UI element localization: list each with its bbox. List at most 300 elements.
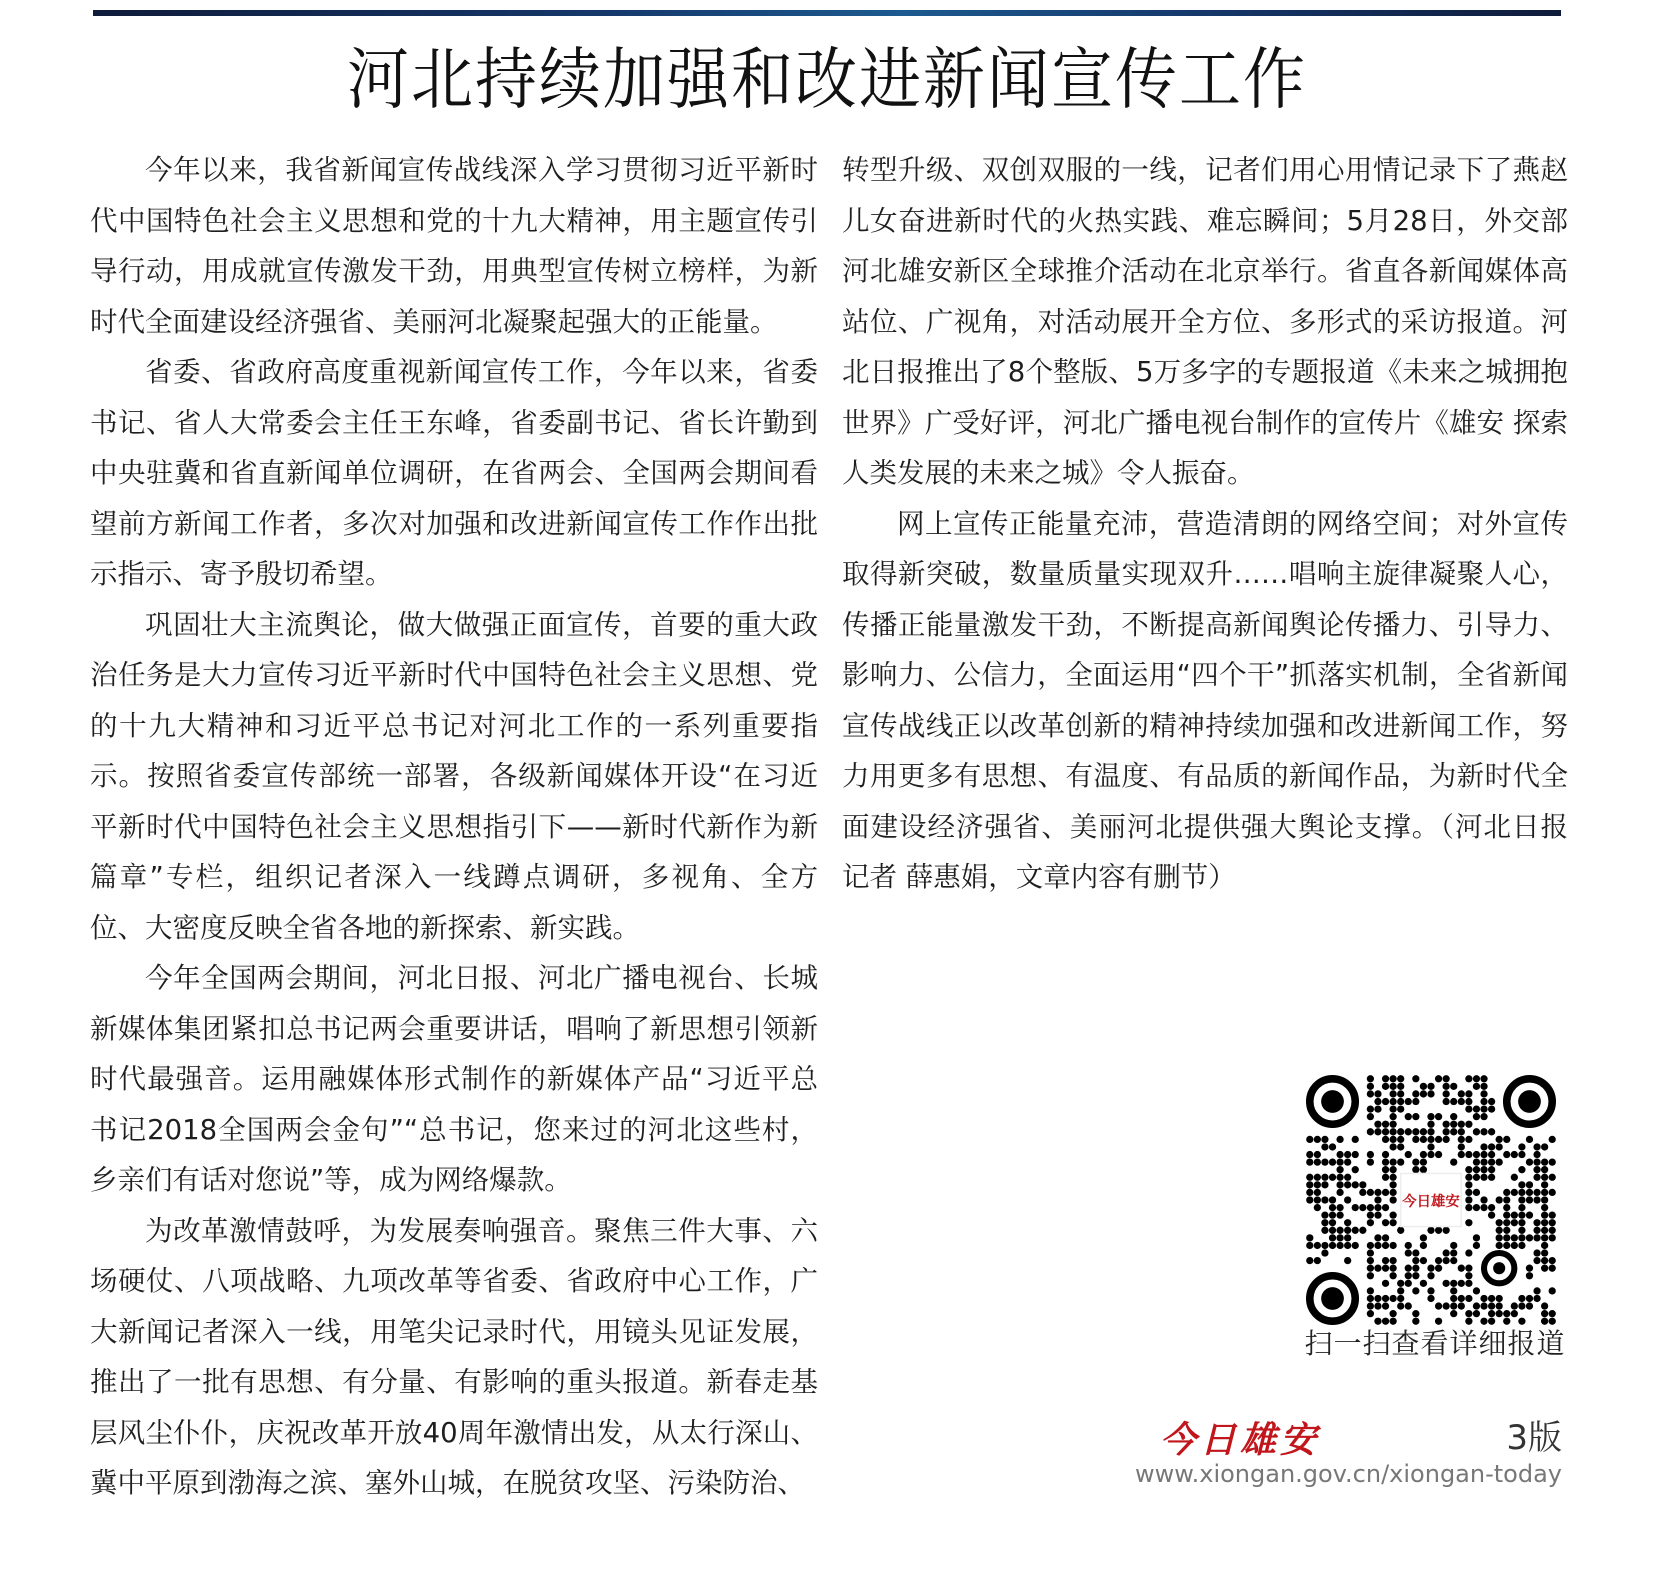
qr-module (1367, 1113, 1374, 1120)
qr-module (1473, 1128, 1480, 1135)
qr-module (1450, 1295, 1457, 1302)
qr-module (1374, 1189, 1381, 1196)
qr-module (1352, 1242, 1359, 1249)
qr-module (1367, 1310, 1374, 1317)
qr-module (1367, 1219, 1374, 1226)
qr-module (1329, 1143, 1336, 1150)
qr-module (1480, 1196, 1487, 1203)
qr-module (1321, 1174, 1328, 1181)
qr-module (1533, 1219, 1540, 1226)
qr-module (1382, 1280, 1389, 1287)
qr-module (1412, 1098, 1419, 1105)
qr-module (1336, 1204, 1343, 1211)
qr-module (1488, 1151, 1495, 1158)
qr-module (1389, 1174, 1396, 1181)
qr-module (1405, 1242, 1412, 1249)
qr-module (1503, 1242, 1510, 1249)
qr-module (1511, 1174, 1518, 1181)
qr-module (1488, 1128, 1495, 1135)
qr-module (1374, 1242, 1381, 1249)
qr-module (1511, 1151, 1518, 1158)
qr-module (1397, 1083, 1404, 1090)
qr-module (1405, 1265, 1412, 1272)
qr-module (1503, 1151, 1510, 1158)
qr-module (1412, 1257, 1419, 1264)
qr-module (1405, 1249, 1412, 1256)
qr-module (1465, 1136, 1472, 1143)
qr-module (1314, 1189, 1321, 1196)
qr-module (1541, 1166, 1548, 1173)
qr-module (1321, 1249, 1328, 1256)
qr-module (1503, 1227, 1510, 1234)
qr-module (1420, 1090, 1427, 1097)
qr-module (1488, 1204, 1495, 1211)
qr-module (1518, 1151, 1525, 1158)
article-column-left (90, 145, 818, 1509)
qr-module (1321, 1136, 1328, 1143)
qr-module (1420, 1234, 1427, 1241)
qr-module (1518, 1242, 1525, 1249)
qr-module (1450, 1083, 1457, 1090)
qr-module (1397, 1143, 1404, 1150)
qr-module (1443, 1098, 1450, 1105)
qr-module (1473, 1166, 1480, 1173)
qr-module (1465, 1219, 1472, 1226)
qr-module (1458, 1136, 1465, 1143)
qr-module (1443, 1280, 1450, 1287)
qr-module (1329, 1242, 1336, 1249)
qr-module (1488, 1302, 1495, 1309)
qr-module (1389, 1121, 1396, 1128)
qr-module (1344, 1174, 1351, 1181)
qr-module (1374, 1234, 1381, 1241)
qr-module (1518, 1143, 1525, 1150)
qr-module (1382, 1189, 1389, 1196)
qr-module (1496, 1310, 1503, 1317)
qr-module (1389, 1090, 1396, 1097)
qr-module (1329, 1219, 1336, 1226)
qr-module (1359, 1204, 1366, 1211)
qr-module (1450, 1310, 1457, 1317)
qr-module (1374, 1105, 1381, 1112)
qr-module (1435, 1075, 1442, 1082)
qr-module (1367, 1249, 1374, 1256)
qr-module (1443, 1249, 1450, 1256)
qr-module (1435, 1265, 1442, 1272)
qr-module (1389, 1212, 1396, 1219)
qr-module (1496, 1234, 1503, 1241)
qr-module (1427, 1121, 1434, 1128)
qr-module (1382, 1204, 1389, 1211)
qr-module (1412, 1249, 1419, 1256)
qr-module (1450, 1113, 1457, 1120)
qr-module (1458, 1280, 1465, 1287)
qr-module (1549, 1174, 1556, 1181)
qr-module (1533, 1257, 1540, 1264)
qr-module (1336, 1181, 1343, 1188)
qr-module (1503, 1136, 1510, 1143)
qr-module (1374, 1212, 1381, 1219)
qr-module (1382, 1128, 1389, 1135)
qr-module (1473, 1287, 1480, 1294)
qr-module (1329, 1158, 1336, 1165)
article-column-right (842, 145, 1568, 903)
qr-module (1420, 1128, 1427, 1135)
qr-module (1382, 1295, 1389, 1302)
qr-module (1359, 1227, 1366, 1234)
qr-code[interactable] (1306, 1075, 1556, 1325)
qr-module (1465, 1249, 1472, 1256)
qr-module (1435, 1151, 1442, 1158)
qr-module (1465, 1174, 1472, 1181)
qr-module (1336, 1151, 1343, 1158)
qr-module (1533, 1234, 1540, 1241)
qr-module (1511, 1212, 1518, 1219)
qr-module (1465, 1196, 1472, 1203)
qr-module (1412, 1090, 1419, 1097)
qr-module (1336, 1227, 1343, 1234)
qr-module (1488, 1310, 1495, 1317)
qr-module (1367, 1090, 1374, 1097)
qr-module (1549, 1257, 1556, 1264)
qr-module (1367, 1212, 1374, 1219)
qr-module (1321, 1227, 1328, 1234)
qr-module (1427, 1265, 1434, 1272)
qr-module (1526, 1136, 1533, 1143)
qr-module (1374, 1302, 1381, 1309)
qr-caption: 扫一扫查看详细报道 (1304, 1327, 1566, 1360)
qr-module (1488, 1174, 1495, 1181)
qr-module (1465, 1151, 1472, 1158)
qr-module (1541, 1249, 1548, 1256)
qr-module (1503, 1310, 1510, 1317)
qr-module (1397, 1136, 1404, 1143)
qr-module (1518, 1166, 1525, 1173)
paragraph: 转型升级、双创双服的一线，记者们用心用情记录下了燕赵儿女奋进新时代的火热实践、难忘瞬间；5月28日，外交部河北雄安新区全球推介活动在北京举行。省直各新闻媒体高站位、广视角，对活动展开全方位、多形式的采访报道。河北日报推出了8个整版、5万多字的专题报道《未来之城拥抱世界》广受好评，河北广播电视台制作的宣传片《雄安 探索人类发展的未来之城》令人振奋。 (842, 154, 1568, 489)
qr-module (1496, 1143, 1503, 1150)
qr-module (1518, 1234, 1525, 1241)
qr-module (1473, 1189, 1480, 1196)
qr-module (1480, 1105, 1487, 1112)
qr-module (1352, 1204, 1359, 1211)
qr-module (1374, 1265, 1381, 1272)
qr-module (1427, 1272, 1434, 1279)
qr-module (1503, 1219, 1510, 1226)
qr-module (1480, 1075, 1487, 1082)
qr-module (1389, 1166, 1396, 1173)
qr-module (1344, 1219, 1351, 1226)
qr-module (1389, 1189, 1396, 1196)
qr-module (1420, 1257, 1427, 1264)
qr-module (1420, 1280, 1427, 1287)
qr-module (1374, 1090, 1381, 1097)
qr-module (1465, 1090, 1472, 1097)
qr-module (1389, 1128, 1396, 1135)
qr-module (1450, 1287, 1457, 1294)
qr-module (1367, 1265, 1374, 1272)
qr-module (1344, 1227, 1351, 1234)
qr-module (1336, 1234, 1343, 1241)
qr-module (1503, 1189, 1510, 1196)
qr-module (1382, 1302, 1389, 1309)
qr-module (1382, 1075, 1389, 1082)
qr-module (1533, 1151, 1540, 1158)
qr-module (1306, 1151, 1313, 1158)
qr-module (1344, 1158, 1351, 1165)
qr-module (1526, 1295, 1533, 1302)
qr-module (1541, 1189, 1548, 1196)
qr-module (1412, 1136, 1419, 1143)
qr-module (1382, 1174, 1389, 1181)
qr-module (1382, 1219, 1389, 1226)
qr-module (1336, 1174, 1343, 1181)
qr-module (1374, 1098, 1381, 1105)
qr-module (1480, 1143, 1487, 1150)
qr-module (1526, 1302, 1533, 1309)
qr-module (1314, 1196, 1321, 1203)
qr-module (1329, 1174, 1336, 1181)
qr-module (1511, 1302, 1518, 1309)
qr-module (1367, 1075, 1374, 1082)
qr-module (1511, 1242, 1518, 1249)
qr-module (1405, 1098, 1412, 1105)
qr-module (1488, 1166, 1495, 1173)
qr-module (1450, 1121, 1457, 1128)
qr-module (1321, 1181, 1328, 1188)
qr-module (1480, 1113, 1487, 1120)
qr-module (1473, 1151, 1480, 1158)
qr-module (1473, 1113, 1480, 1120)
qr-module (1352, 1136, 1359, 1143)
qr-module (1511, 1219, 1518, 1226)
qr-module (1405, 1151, 1412, 1158)
qr-module (1367, 1083, 1374, 1090)
qr-module (1412, 1075, 1419, 1082)
qr-module (1518, 1189, 1525, 1196)
qr-module (1306, 1234, 1313, 1241)
qr-module (1473, 1158, 1480, 1165)
qr-module (1541, 1227, 1548, 1234)
qr-module (1321, 1242, 1328, 1249)
qr-module (1541, 1143, 1548, 1150)
qr-module (1458, 1302, 1465, 1309)
qr-module (1382, 1083, 1389, 1090)
qr-module (1405, 1128, 1412, 1135)
qr-module (1488, 1158, 1495, 1165)
qr-module (1389, 1257, 1396, 1264)
qr-module (1526, 1212, 1533, 1219)
qr-module (1344, 1234, 1351, 1241)
qr-module (1480, 1166, 1487, 1173)
qr-module (1389, 1105, 1396, 1112)
qr-module (1314, 1136, 1321, 1143)
qr-module (1465, 1075, 1472, 1082)
qr-module (1526, 1189, 1533, 1196)
qr-module (1389, 1181, 1396, 1188)
qr-module (1420, 1242, 1427, 1249)
qr-module (1336, 1242, 1343, 1249)
qr-module (1480, 1204, 1487, 1211)
qr-module (1321, 1219, 1328, 1226)
qr-module (1541, 1310, 1548, 1317)
qr-module (1359, 1181, 1366, 1188)
qr-module (1405, 1302, 1412, 1309)
qr-module (1329, 1196, 1336, 1203)
qr-module (1443, 1257, 1450, 1264)
qr-module (1412, 1166, 1419, 1173)
qr-module (1389, 1196, 1396, 1203)
qr-module (1526, 1272, 1533, 1279)
qr-module (1480, 1083, 1487, 1090)
qr-module (1518, 1219, 1525, 1226)
qr-module (1465, 1121, 1472, 1128)
qr-module (1496, 1196, 1503, 1203)
qr-module (1458, 1121, 1465, 1128)
qr-module (1389, 1265, 1396, 1272)
qr-code-image (1306, 1075, 1556, 1325)
qr-module (1458, 1090, 1465, 1097)
paragraph: 省委、省政府高度重视新闻宣传工作，今年以来，省委书记、省人大常委会主任王东峰，省委副书记、省长许勤到中央驻冀和省直新闻单位调研，在省两会、全国两会期间看望前方新闻工作者，多次对加强和改进新闻宣传工作作出批示指示、寄予殷切希望。 (90, 356, 818, 590)
qr-module (1465, 1189, 1472, 1196)
qr-module (1435, 1136, 1442, 1143)
qr-module (1382, 1242, 1389, 1249)
qr-module (1496, 1295, 1503, 1302)
qr-module (1533, 1174, 1540, 1181)
qr-module (1367, 1204, 1374, 1211)
qr-module (1314, 1151, 1321, 1158)
qr-module (1306, 1136, 1313, 1143)
qr-module (1541, 1234, 1548, 1241)
qr-module (1382, 1265, 1389, 1272)
qr-module (1427, 1090, 1434, 1097)
qr-module (1306, 1158, 1313, 1165)
qr-module (1496, 1219, 1503, 1226)
qr-module (1488, 1212, 1495, 1219)
qr-module (1518, 1212, 1525, 1219)
qr-module (1549, 1136, 1556, 1143)
qr-module (1314, 1174, 1321, 1181)
qr-module (1397, 1302, 1404, 1309)
qr-module (1427, 1295, 1434, 1302)
qr-module (1503, 1196, 1510, 1203)
qr-module (1473, 1234, 1480, 1241)
qr-module (1405, 1272, 1412, 1279)
qr-module (1306, 1257, 1313, 1264)
qr-module (1465, 1204, 1472, 1211)
qr-module (1473, 1075, 1480, 1082)
qr-module (1382, 1151, 1389, 1158)
qr-module (1367, 1287, 1374, 1294)
qr-module (1314, 1257, 1321, 1264)
qr-module (1450, 1098, 1457, 1105)
qr-module (1465, 1166, 1472, 1173)
qr-module (1412, 1113, 1419, 1120)
qr-module (1314, 1242, 1321, 1249)
qr-module (1427, 1128, 1434, 1135)
qr-module (1306, 1174, 1313, 1181)
qr-module (1443, 1136, 1450, 1143)
qr-module (1450, 1242, 1457, 1249)
qr-module (1420, 1136, 1427, 1143)
qr-module (1397, 1287, 1404, 1294)
qr-module (1435, 1302, 1442, 1309)
qr-module (1549, 1287, 1556, 1294)
article-title: 河北持续加强和改进新闻宣传工作 (346, 40, 1307, 119)
qr-module (1435, 1257, 1442, 1264)
qr-module (1443, 1128, 1450, 1135)
qr-module (1344, 1181, 1351, 1188)
qr-module (1443, 1075, 1450, 1082)
qr-module (1389, 1136, 1396, 1143)
qr-module (1518, 1302, 1525, 1309)
qr-module (1420, 1083, 1427, 1090)
qr-module (1549, 1234, 1556, 1241)
qr-module (1427, 1227, 1434, 1234)
qr-module (1488, 1105, 1495, 1112)
qr-module (1374, 1204, 1381, 1211)
qr-module (1541, 1158, 1548, 1165)
qr-module (1549, 1310, 1556, 1317)
qr-module (1526, 1234, 1533, 1241)
qr-module (1549, 1265, 1556, 1272)
qr-module (1458, 1143, 1465, 1150)
qr-module (1511, 1189, 1518, 1196)
qr-module (1420, 1158, 1427, 1165)
qr-module (1397, 1280, 1404, 1287)
qr-module (1533, 1295, 1540, 1302)
qr-module (1465, 1265, 1472, 1272)
qr-module (1389, 1098, 1396, 1105)
qr-module (1397, 1227, 1404, 1234)
qr-module (1450, 1249, 1457, 1256)
qr-module (1329, 1234, 1336, 1241)
qr-module (1367, 1302, 1374, 1309)
qr-module (1518, 1181, 1525, 1188)
qr-module (1397, 1128, 1404, 1135)
qr-module (1412, 1287, 1419, 1294)
qr-module (1541, 1196, 1548, 1203)
qr-module (1367, 1295, 1374, 1302)
qr-module (1541, 1265, 1548, 1272)
paragraph: 网上宣传正能量充沛，营造清朗的网络空间；对外宣传取得新突破，数量质量实现双升……唱响主旋律凝聚人心，传播正能量激发干劲，不断提高新闻舆论传播力、引导力、影响力、公信力，全面运用“四个干”抓落实机制，全省新闻宣传战线正以改革创新的精神持续加强和改进新闻工作，努力用更多有思想、有温度、有品质的新闻作品，为新时代全面建设经济强省、美丽河北提供强大舆论支撑。（河北日报记者 薛惠娟，文章内容有删节） (842, 507, 1568, 893)
qr-module (1405, 1280, 1412, 1287)
qr-module (1473, 1310, 1480, 1317)
qr-module (1367, 1272, 1374, 1279)
qr-module (1450, 1158, 1457, 1165)
qr-module (1541, 1212, 1548, 1219)
qr-module (1473, 1242, 1480, 1249)
qr-module (1427, 1136, 1434, 1143)
qr-module (1549, 1227, 1556, 1234)
qr-module (1450, 1280, 1457, 1287)
qr-module (1443, 1121, 1450, 1128)
qr-module (1329, 1204, 1336, 1211)
qr-module (1306, 1196, 1313, 1203)
qr-module (1450, 1302, 1457, 1309)
qr-module (1526, 1265, 1533, 1272)
qr-module (1465, 1181, 1472, 1188)
qr-module (1496, 1242, 1503, 1249)
qr-module (1435, 1113, 1442, 1120)
qr-module (1344, 1242, 1351, 1249)
qr-module (1526, 1181, 1533, 1188)
qr-module (1473, 1204, 1480, 1211)
qr-module (1382, 1234, 1389, 1241)
publication-url[interactable]: www.xiongan.gov.cn/xiongan-today (1134, 1460, 1562, 1488)
qr-module (1374, 1295, 1381, 1302)
qr-module (1526, 1158, 1533, 1165)
qr-module (1397, 1090, 1404, 1097)
